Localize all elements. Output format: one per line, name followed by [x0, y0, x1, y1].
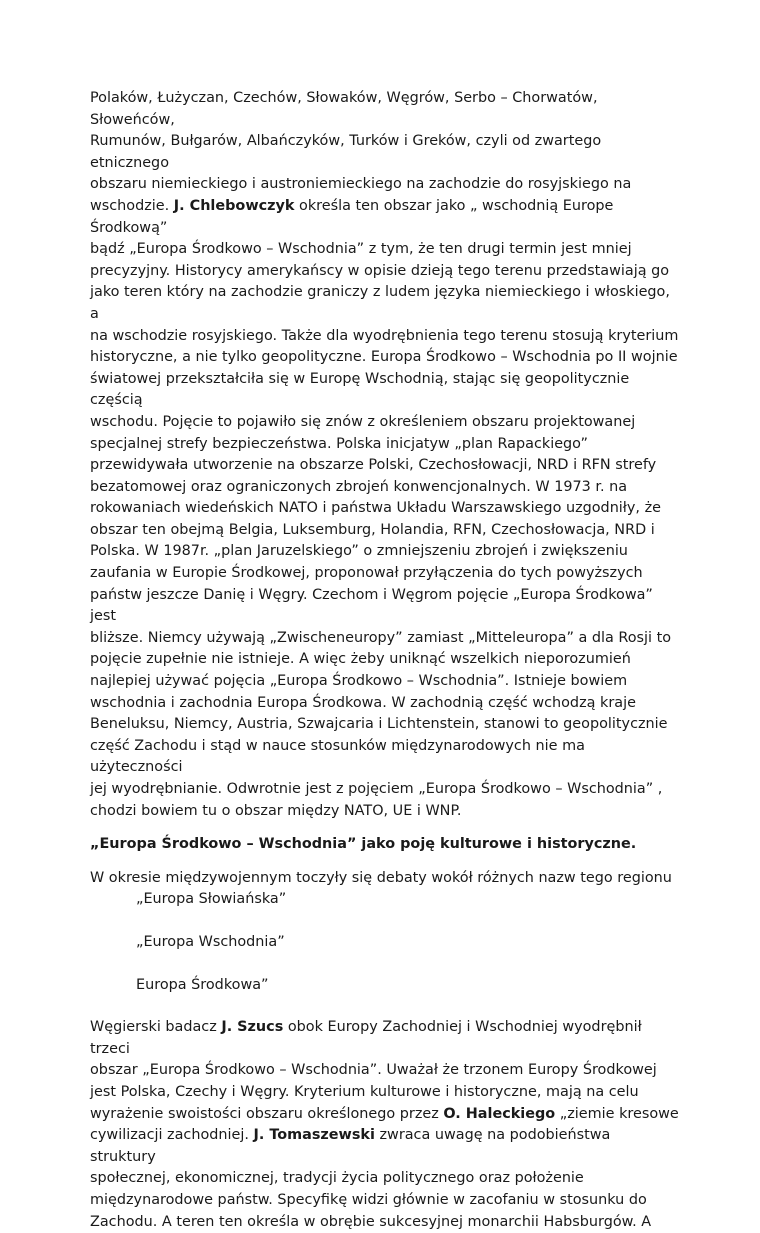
- text-segment: obok Europy Zachodniej i Wschodniej wyodrębnił trzeci obszar „Europa Środkowo – Wschodnia”. Uważał że trzonem Europy Środkowej jest Polska, Czechy i Węgry. Kryterium kulturowe i historyczne, mają na celu wyrażenie swoistości obszaru określonego przez: [90, 1019, 657, 1122]
- document-page: [90, 88, 680, 1233]
- author-name-halecki: O. Haleckiego: [443, 1105, 556, 1122]
- intro-sentence: W okresie międzywojennym toczyły się debaty wokół różnych nazw tego regionu: [90, 869, 672, 886]
- text-segment: określa ten obszar jako „ wschodnią Europe Środkową” bądź „Europa Środkowo – Wschodnia” z tym, że ten drugi termin jest mniej precyzyjny. Historycy amerykańscy w opisie dzieją tego terenu przedstawiają go jako teren który na zachodzie graniczy z ludem języka niemieckiego i włoskiego, a na wschodzie rosyjskiego. Także dla wyodrębnienia tego terenu stosują kryterium historyczne, a nie tylko geopolityczne. Europa Środkowo – Wschodnia po II wojnie światowej przekształciła się w Europę Wschodnią, stając się geopolitycznie częścią wschodu. Pojęcie to pojawiło się znów z określeniem obszaru projektowanej specjalnej strefy bezpieczeństwa. Polska inicjatyw „plan Rapackiego” przewidywała utworzenie na obszarze Polski, Czechosłowacji, NRD i RFN strefy bezatomowej oraz ograniczonych zbrojeń konwencjonalnych. W 1973 r. na rokowaniach wiedeńskich NATO i państwa Układu Warszawskiego uzgodniły, że obszar ten obejmą Belgia, Luksemburg, Holandia, RFN, Czechosłowacja, NRD i Polska. W 1987r. „plan Jaruzelskiego” o zmniejszeniu zbrojeń i zwiększeniu zaufania w Europie Środkowej, proponował przyłączenia do tych powyższych państw jeszcze Danię i Węgry. Czechom i Węgrom pojęcie „Europa Środkowa” jest bliższe. Niemcy używają „Zwischeneuropy” zamiast „Mitteleuropa” a dla Rosji to pojęcie zupełnie nie istnieje. A więc żeby uniknąć wszelkich nieporozumień najlepiej używać pojęcia „Europa Środkowo – Wschodnia”. Istnieje bowiem wschodnia i zachodnia Europa Środkowa. W zachodnią część wchodzą kraje Beneluksu, Niemcy, Austria, Szwajcaria i Lichtenstein, stanowi to geopolitycznie część Zachodu i stąd w nauce stosunków międzynarodowych nie ma użyteczności jej wyodrębnianie. Odwrotnie jest z pojęciem „Europa Środkowo – Wschodnia” , chodzi bowiem tu o obszar między NATO, UE i WNP.: [90, 197, 679, 819]
- text-segment: Węgierski badacz: [90, 1019, 222, 1036]
- paragraph-central-europe-definition: [90, 88, 680, 822]
- section-heading: „Europa Środkowo – Wschodnia” jako poję kulturowe i historyczne.: [90, 836, 637, 853]
- author-name-tomaszewski: J. Tomaszewski: [253, 1127, 375, 1144]
- author-name-szucs: J. Szucs: [221, 1019, 284, 1036]
- text-segment: „ziemie kresowe cywilizacji zachodniej.: [90, 1105, 679, 1144]
- author-name-chlebowczyk: J. Chlebowczyk: [173, 197, 295, 214]
- text-segment: zwraca uwagę na podobieństwa struktury społecznej, ekonomicznej, tradycji życia politycznego oraz położenie międzynarodowe państw. Specyfikę widzi głównie w zacofaniu w stosunku do Zachodu. A teren ten określa w obrębie sukcesyjnej monarchii Habsburgów. A: [90, 1127, 652, 1230]
- list-item: Europa Środkowa”: [136, 976, 269, 993]
- text-segment: Polaków, Łużyczan, Czechów, Słowaków, Węgrów, Serbo – Chorwatów, Słoweńców, Rumunów, Bułgarów, Albańczyków, Turków i Greków, czyli od zwartego etnicznego obszaru niemieckiego i austroniemieckiego na zachodzie do rosyjskiego na wschodzie.: [90, 90, 632, 214]
- paragraph-hungarian-researcher: [90, 1017, 680, 1233]
- list-item: „Europa Wschodnia”: [136, 933, 285, 950]
- list-item: „Europa Słowiańska”: [136, 891, 287, 908]
